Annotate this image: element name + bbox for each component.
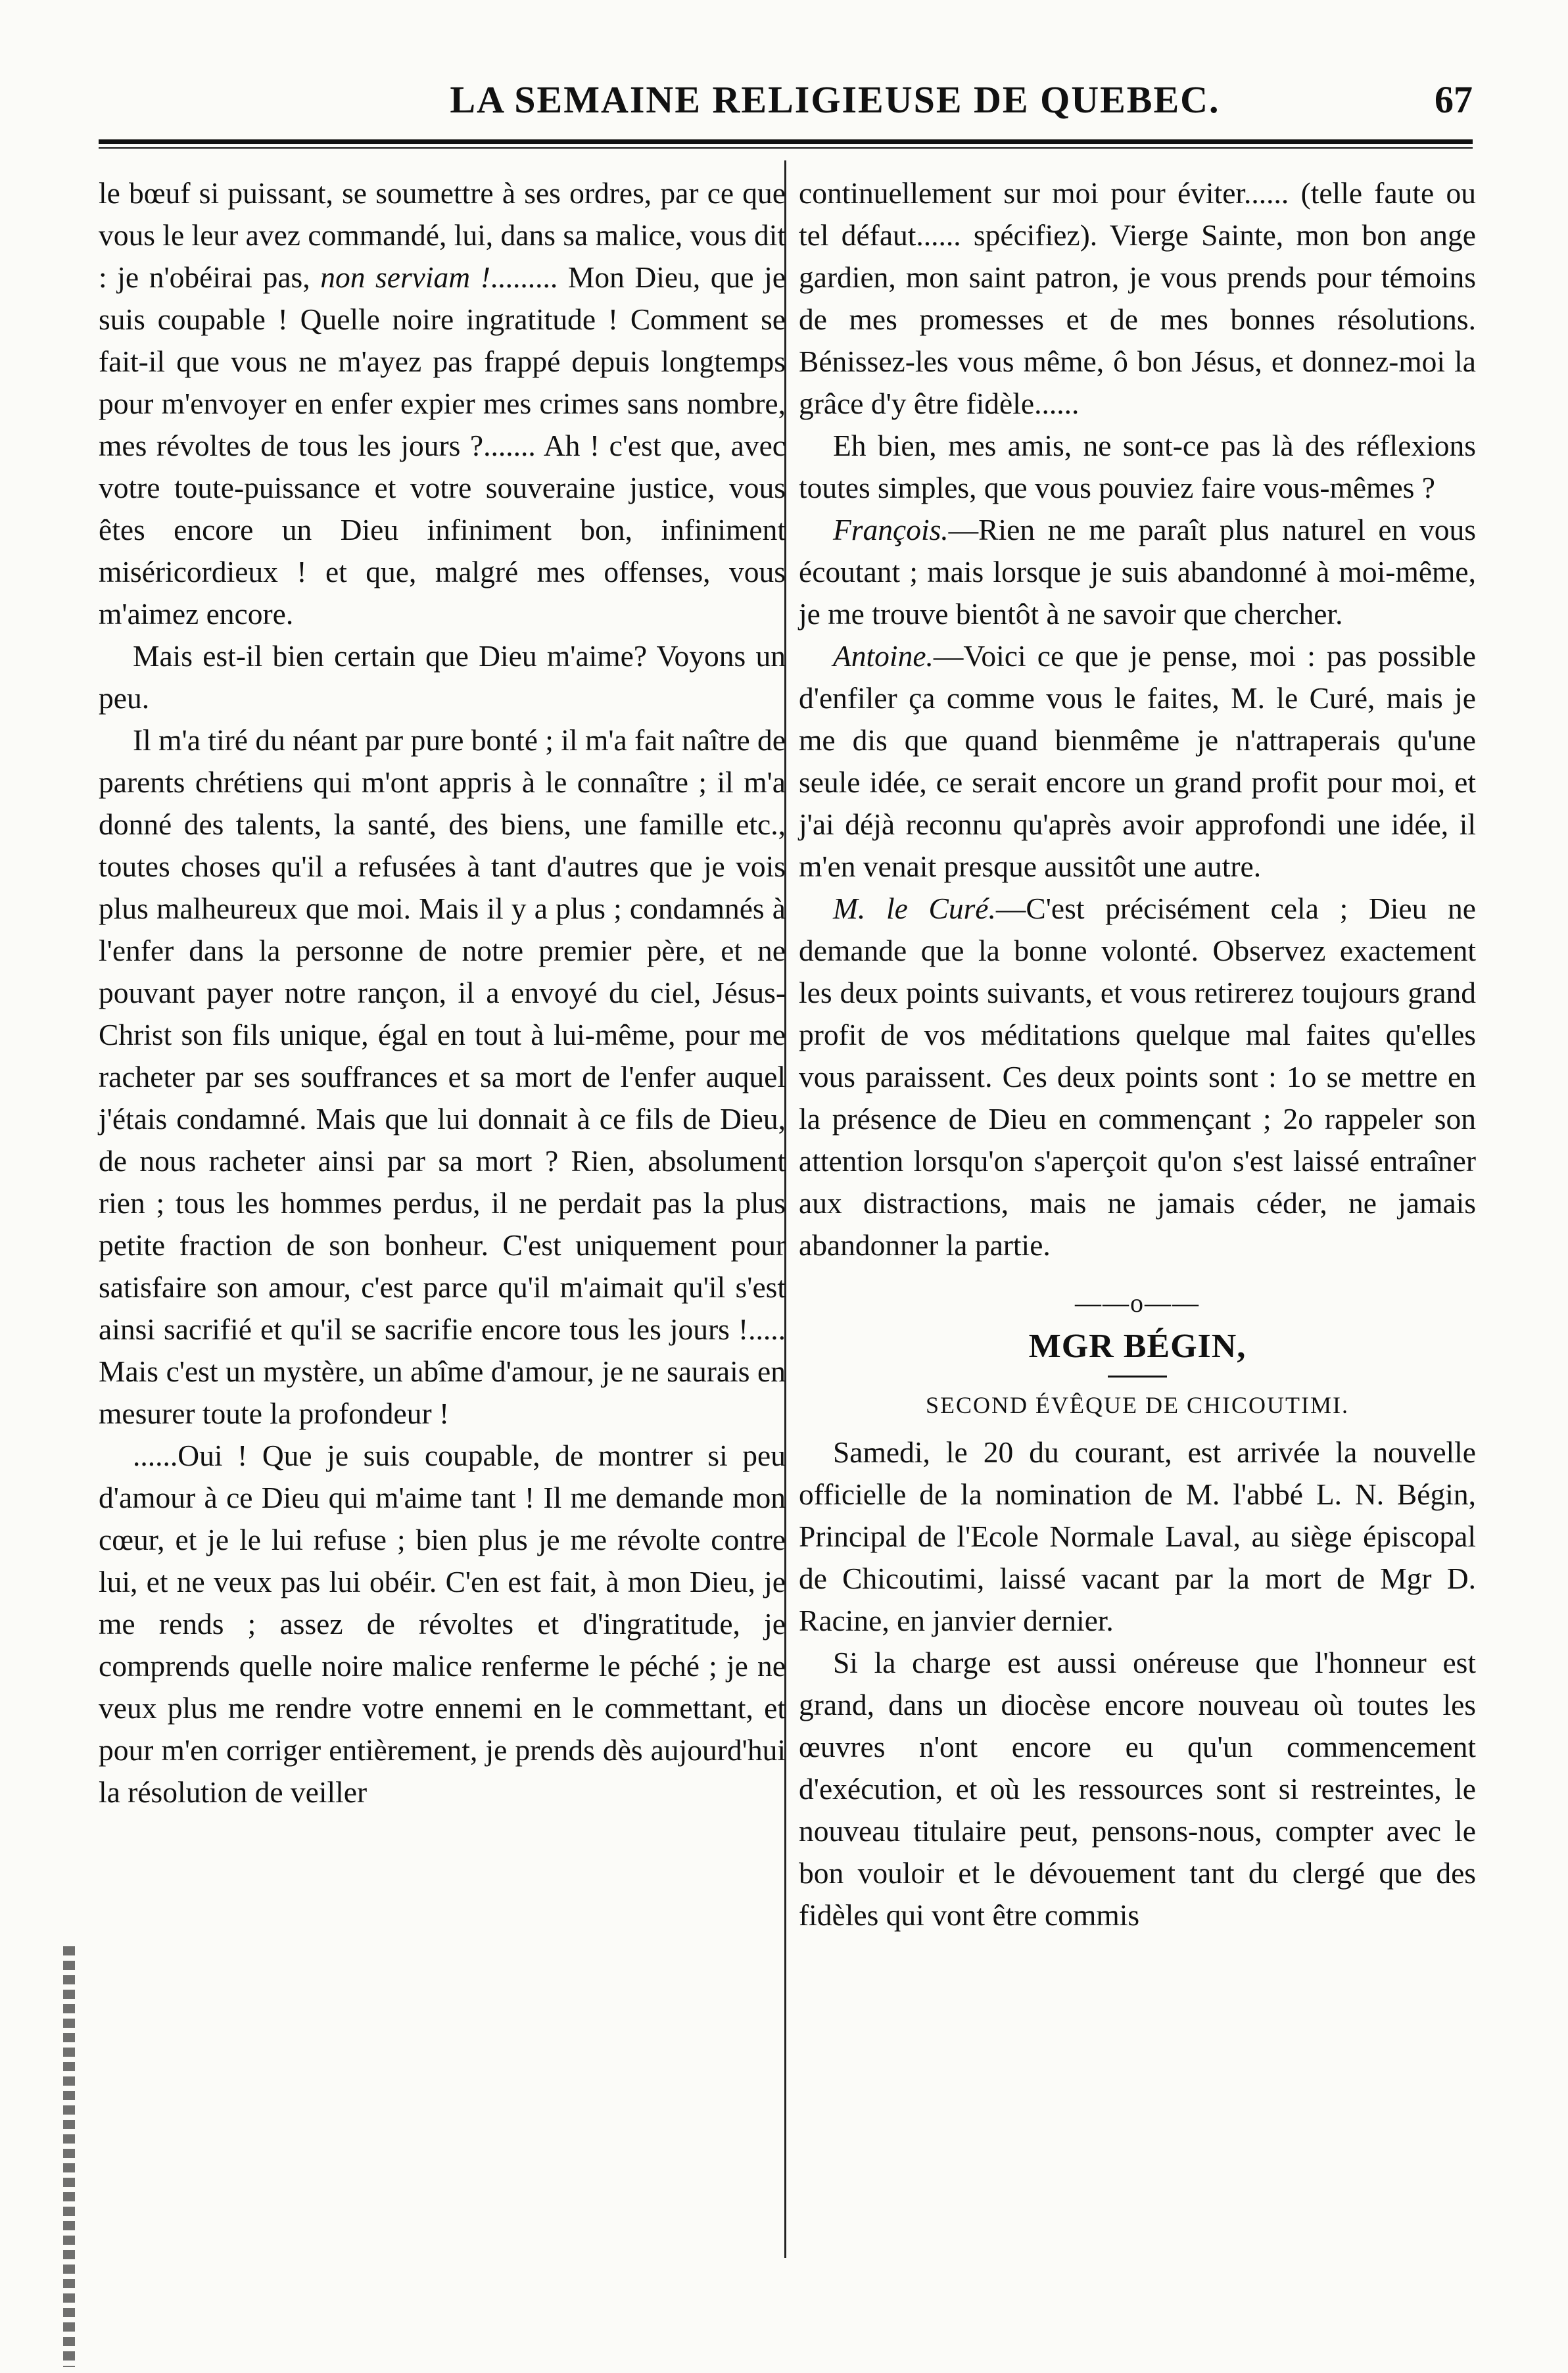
- dialogue-paragraph: [799, 509, 1476, 635]
- text-run: —C'est précisément cela ; Dieu ne demande que la bonne volonté. Observez exactement les deux points suivants, et vous retirerez toujours grand profit de vos méditations quelque mal faites qu'elles vous paraissent. Ces deux points sont : 1o se mettre en la présence de Dieu en commençant ; 2o rappeler son attention lorsqu'on s'aperçoit qu'on s'est laissé entraîner aux distractions, mais ne jamais céder, ne jamais abandonner la partie.: [799, 892, 1476, 1262]
- paragraph: Samedi, le 20 du courant, est arrivée la nouvelle officielle de la nomination de M. l'abbé L. N. Bégin, Principal de l'Ecole Normale Laval, au siège épiscopal de Chicoutimi, laissé vacant par la mort de Mgr D. Racine, en janvier dernier.: [799, 1435, 1476, 1637]
- header-rule: [99, 139, 1473, 144]
- speaker-name: François.: [833, 513, 949, 546]
- paragraph: Si la charge est aussi onéreuse que l'honneur est grand, dans un diocèse encore nouveau où toutes les œuvres n'ont encore eu qu'un commencement d'exécution, et où les ressources sont si restreintes, le nouveau titulaire peut, pensons-nous, compter avec le bon vouloir et le dévouement tant du clergé que des fidèles qui vont être commis: [799, 1646, 1476, 1932]
- speaker-name: M. le Curé.: [833, 892, 996, 925]
- speaker-name: Antoine.: [833, 639, 934, 673]
- paragraph: [99, 172, 786, 635]
- dialogue-paragraph: [799, 888, 1476, 1266]
- dialogue-paragraph: [799, 635, 1476, 888]
- section-separator: ——o——: [1075, 1288, 1200, 1318]
- right-column: [799, 172, 1476, 1936]
- section-subtitle: SECOND ÉVÊQUE DE CHICOUTIMI.: [926, 1392, 1349, 1418]
- section-title: MGR BÉGIN,: [1028, 1328, 1247, 1365]
- text-run: —Voici ce que je pense, moi : pas possible d'enfiler ça comme vous le faites, M. le Curé, mais je me dis que quand bienmême je n'attraperais qu'une seule idée, ce serait encore un grand profit pour moi, et j'ai déjà reconnu qu'après avoir approfondi une idée, il m'en venait presque aussitôt une autre.: [799, 639, 1476, 883]
- paragraph: ......Oui ! Que je suis coupable, de montrer si peu d'amour à ce Dieu qui m'aime tant ! Il me demande mon cœur, et je le lui refuse ; bien plus je me révolte contre lui, et ne veux pas lui obéir. C'en est fait, à mon Dieu, je me rends ; assez de révoltes et d'ingratitude, je comprends quelle noire malice renferme le péché ; je ne veux plus me rendre votre ennemi en le commettant, et pour m'en corriger entièrement, je prends dès aujourd'hui la résolution de veiller: [99, 1439, 786, 1809]
- page-header: [99, 78, 1473, 137]
- text-run: ......... Mon Dieu, que je suis coupable ! Quelle noire ingratitude ! Comment se fait-il que vous ne m'ayez pas frappé depuis longtemps pour m'envoyer en enfer expier mes crimes sans nombre, mes révoltes de tous les jours ?....... Ah ! c'est que, avec votre toute-puissance et votre souveraine justice, vous êtes encore un Dieu infiniment bon, infiniment miséricordieux ! et que, malgré mes offenses, vous m'aimez encore.: [99, 260, 786, 631]
- scan-edge-mark: [63, 1946, 75, 2367]
- page-number: 67: [1435, 78, 1473, 121]
- paragraph: Eh bien, mes amis, ne sont-ce pas là des réflexions toutes simples, que vous pouviez faire vous-mêmes ?: [799, 429, 1476, 504]
- latin-quote: non serviam !: [320, 260, 490, 294]
- paragraph: Mais est-il bien certain que Dieu m'aime? Voyons un peu.: [99, 639, 786, 715]
- paragraph: continuellement sur moi pour éviter...... (telle faute ou tel défaut...... spécifiez). Vierge Sainte, mon bon ange gardien, mon saint patron, je vous prends pour témoins de mes promesses et de mes bonnes résolutions. Bénissez-les vous même, ô bon Jésus, et donnez-moi la grâce d'y être fidèle......: [799, 176, 1476, 420]
- paragraph: Il m'a tiré du néant par pure bonté ; il m'a fait naître de parents chrétiens qui m'ont appris à le connaître ; il m'a donné des talents, la santé, des biens, une famille etc., toutes choses qu'il a refusées à tant d'autres que je vois plus malheureux que moi. Mais il y a plus ; condamnés à l'enfer dans la personne de notre premier père, et ne pouvant payer notre rançon, il a envoyé du ciel, Jésus-Christ son fils unique, égal en tout à lui-même, pour me racheter par ses souffrances et sa mort de l'enfer auquel j'étais condamné. Mais que lui donnait à ce fils de Dieu, de nous racheter ainsi par sa mort ? Rien, absolument rien ; tous les hommes perdus, il ne perdait pas la plus petite fraction de son bonheur. C'est uniquement pour satisfaire son amour, c'est parce qu'il m'aimait qu'il s'est ainsi sacrifié et qu'il se sacrifie encore tous les jours !..... Mais c'est un mystère, un abîme d'amour, je ne saurais en mesurer toute la profondeur !: [99, 723, 786, 1430]
- text-run: le bœuf si puissant, se soumettre à ses ordres, par ce que vous le leur avez commandé, lui, dans sa malice, vous dit : je n'obéirai pas,: [99, 176, 786, 294]
- text-run: —Rien ne me paraît plus naturel en vous écoutant ; mais lorsque je suis abandonné à moi-même, je me trouve bientôt à ne savoir que chercher.: [799, 513, 1476, 631]
- header-rule-thin: [99, 147, 1473, 149]
- journal-title: LA SEMAINE RELIGIEUSE DE QUEBEC.: [450, 78, 1220, 121]
- title-rule: [1108, 1376, 1167, 1378]
- left-column: [99, 172, 786, 1813]
